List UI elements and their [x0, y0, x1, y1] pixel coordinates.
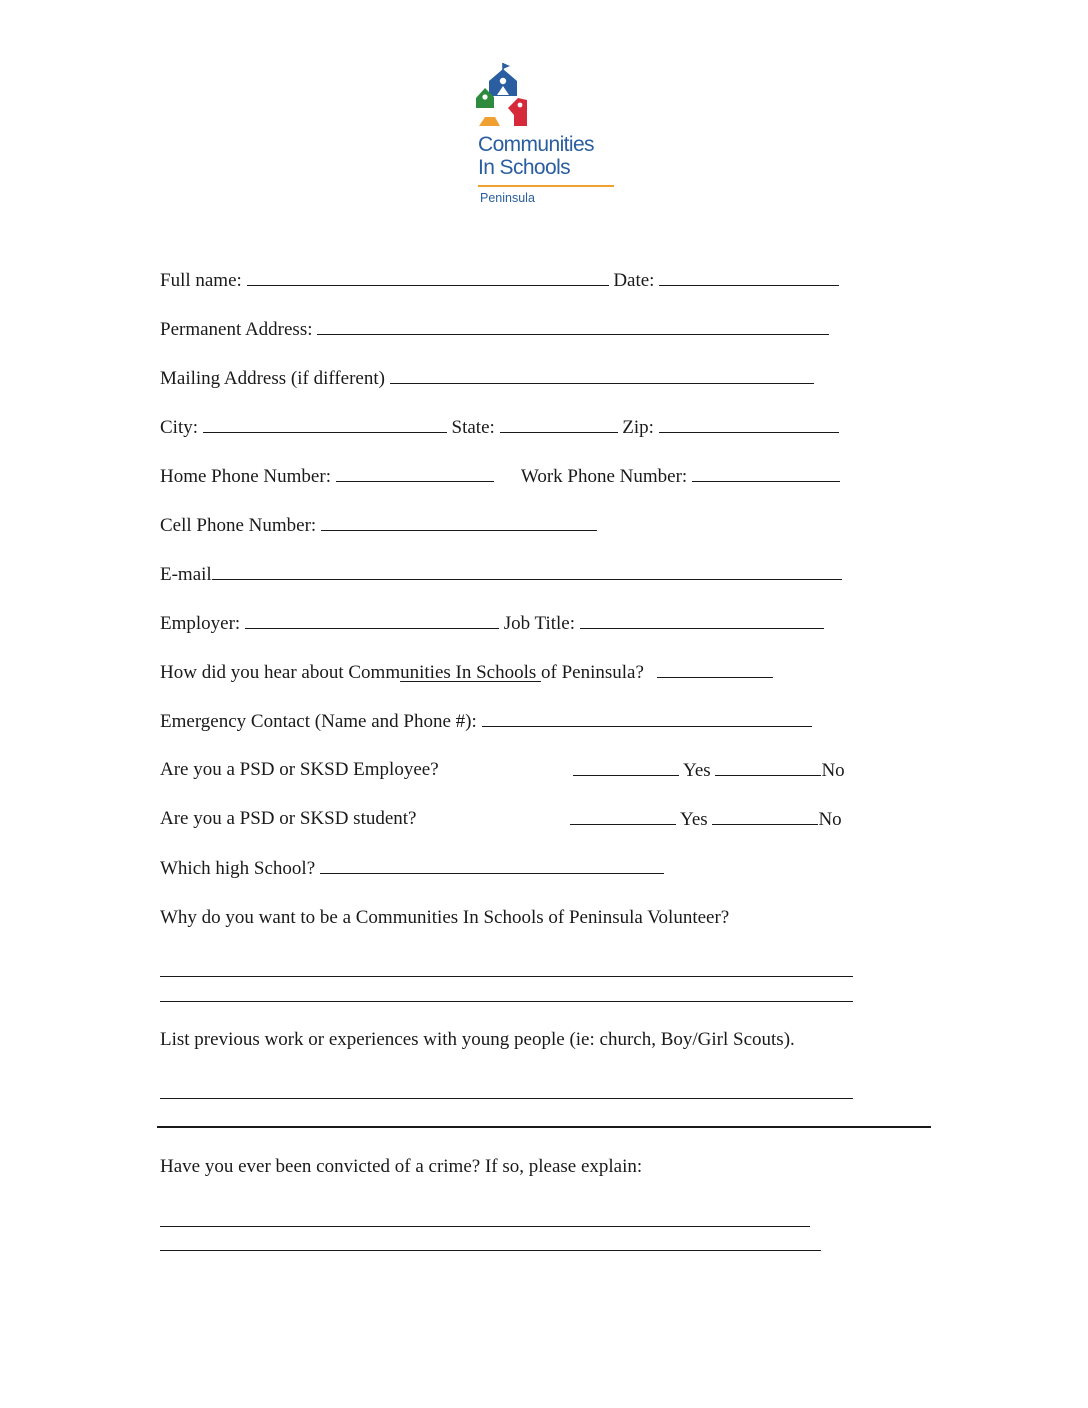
employee-answer-group [573, 758, 845, 783]
student-yes-label: Yes [680, 809, 708, 830]
student-yes-field[interactable] [570, 807, 676, 825]
crime-question: Have you ever been convicted of a crime? If so, please explain: [160, 1156, 643, 1177]
crime-answer-line-2[interactable] [160, 1250, 821, 1251]
permanent-address-field[interactable] [317, 317, 829, 335]
row-emergency-contact [160, 709, 812, 734]
emergency-contact-field[interactable] [482, 709, 812, 727]
why-volunteer-answer-line-1[interactable] [160, 976, 853, 977]
student-answer-group [570, 807, 842, 832]
hear-about-text-underlined: unities In Schools [400, 662, 542, 683]
full-name-label: Full name: [160, 270, 242, 291]
home-phone-label: Home Phone Number: [160, 466, 331, 487]
student-no-field[interactable] [712, 807, 818, 825]
logo-line-in-schools: In Schools [478, 156, 571, 179]
job-title-field[interactable] [580, 611, 824, 629]
student-question-label: Are you a PSD or SKSD student? [160, 808, 417, 829]
row-employee-question [160, 758, 439, 782]
home-phone-field[interactable] [336, 464, 494, 482]
crime-answer-line-1[interactable] [160, 1226, 810, 1227]
employer-field[interactable] [245, 611, 499, 629]
work-phone-field[interactable] [692, 464, 840, 482]
row-permanent-address [160, 317, 829, 342]
logo-line-communities: Communities [478, 133, 594, 156]
which-school-field[interactable] [320, 856, 664, 874]
date-field[interactable] [659, 268, 839, 286]
logo-divider [478, 185, 614, 187]
cell-phone-field[interactable] [321, 513, 597, 531]
email-label: E-mail [160, 564, 212, 585]
student-no-label: No [818, 809, 842, 830]
row-phone-numbers [160, 464, 840, 489]
employee-no-field[interactable] [715, 758, 821, 776]
employee-yes-label: Yes [683, 760, 711, 781]
state-field[interactable] [500, 415, 618, 433]
row-cell-phone [160, 513, 597, 538]
city-label: City: [160, 417, 199, 438]
email-field[interactable] [212, 562, 842, 580]
zip-label: Zip: [622, 417, 654, 438]
row-city-state-zip [160, 415, 839, 440]
employer-label: Employer: [160, 613, 241, 634]
work-phone-label: Work Phone Number: [520, 466, 688, 487]
row-which-school [160, 856, 664, 881]
why-volunteer-question: Why do you want to be a Communities In Schools of Peninsula Volunteer? [160, 907, 730, 928]
row-mailing-address [160, 366, 814, 391]
hear-about-label [160, 662, 644, 683]
why-volunteer-answer-line-2[interactable] [160, 1001, 853, 1002]
previous-work-answer-line[interactable] [160, 1098, 853, 1099]
date-label: Date: [613, 270, 655, 291]
employee-question-label: Are you a PSD or SKSD Employee? [160, 759, 439, 780]
hear-about-text-start: How did you hear about Comm [160, 662, 401, 683]
logo-line-peninsula: Peninsula [480, 191, 535, 205]
previous-work-question: List previous work or experiences with young people (ie: church, Boy/Girl Scouts). [160, 1029, 795, 1050]
employee-no-label: No [821, 760, 845, 781]
row-name-date [160, 268, 839, 293]
row-student-question [160, 807, 417, 831]
hear-about-field[interactable] [657, 660, 773, 678]
hear-about-text-end: of Peninsula? [541, 662, 644, 683]
permanent-address-label: Permanent Address: [160, 319, 313, 340]
which-school-label: Which high School? [160, 858, 316, 879]
row-email [160, 562, 842, 587]
full-name-field[interactable] [247, 268, 609, 286]
city-field[interactable] [203, 415, 447, 433]
section-divider [157, 1126, 931, 1128]
state-label: State: [451, 417, 495, 438]
employee-yes-field[interactable] [573, 758, 679, 776]
job-title-label: Job Title: [503, 613, 575, 634]
row-hear-about [160, 660, 773, 685]
zip-field[interactable] [659, 415, 839, 433]
emergency-contact-label: Emergency Contact (Name and Phone #): [160, 711, 477, 732]
mailing-address-label: Mailing Address (if different) [160, 368, 385, 389]
row-employer [160, 611, 824, 636]
mailing-address-field[interactable] [390, 366, 814, 384]
cell-phone-label: Cell Phone Number: [160, 515, 317, 536]
